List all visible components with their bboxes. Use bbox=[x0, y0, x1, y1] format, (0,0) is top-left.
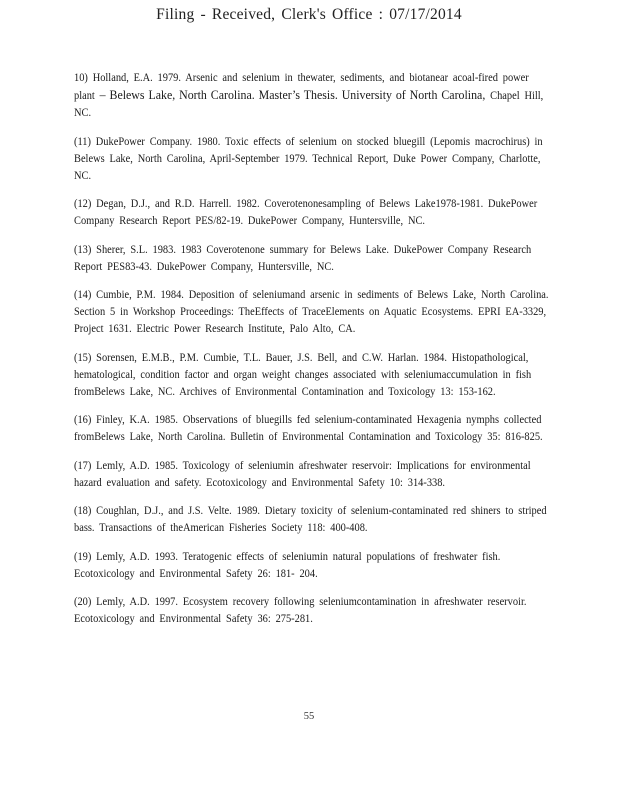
reference-18: (18) Coughlan, D.J., and J.S. Velte. 1989. Dietary toxicity of selenium-contaminated red shiners to striped bass. Transactions of theAmerican Fisheries Society 118: 400-408. bbox=[74, 505, 547, 534]
reference-19: (19) Lemly, A.D. 1993. Teratogenic effects of seleniumin natural populations of freshwater fish. Ecotoxicology and Environmental Safety 26: 181- 204. bbox=[74, 550, 501, 580]
reference-11: (11) DukePower Company. 1980. Toxic effects of selenium on stocked bluegill (Lepomis macrochirus) in Belews Lake, North Carolina, April-September 1979. Technical Report, Duke Power Company, Charlotte, NC. bbox=[74, 135, 543, 182]
reference-13: (13) Sherer, S.L. 1983. 1983 Coverotenone summary for Belews Lake. DukePower Company Research Report PES83-43. DukePower Company, Huntersville, NC. bbox=[74, 243, 532, 273]
reference-17: (17) Lemly, A.D. 1985. Toxicology of seleniumin afreshwater reservoir: Implications for environmental hazard evaluation and safety. Ecotoxicology and Environmental Safety 10: 314-338. bbox=[74, 459, 531, 489]
page-number: 55 bbox=[303, 711, 315, 722]
reference-15: (15) Sorensen, E.M.B., P.M. Cumbie, T.L. Bauer, J.S. Bell, and C.W. Harlan. 1984. Histopathological, hematological, condition factor and organ weight changes associated with seleniumaccumulation in fish fromBelews Lake, NC. Archives of Environmental Contamination and Toxicology 13: 153-162. bbox=[74, 351, 532, 398]
reference-20: (20) Lemly, A.D. 1997. Ecosystem recovery following seleniumcontamination in afreshwater reservoir. Ecotoxicology and Environmental Safety 36: 275-281. bbox=[74, 596, 527, 625]
filing-stamp: Filing - Received, Clerk's Office : 07/17/2014 bbox=[156, 6, 462, 23]
reference-10 bbox=[74, 70, 552, 122]
reference-list bbox=[74, 70, 552, 640]
reference-14: (14) Cumbie, P.M. 1984. Deposition of seleniumand arsenic in sediments of Belews Lake, North Carolina. Section 5 in Workshop Proceedings: TheEffects of TraceElements on Aquatic Ecosystems. EPRI EA-3329, Project 1631. Electric Power Research Institute, Palo Alto, CA. bbox=[74, 289, 549, 335]
reference-10-part-a: 10) Holland, E.A. 1979. Arsenic and selenium in thewater, sediments, and biotanear acoal-fired power plant bbox=[74, 72, 529, 102]
reference-10-part-c: Chapel Hill, NC. bbox=[74, 90, 544, 119]
reference-10-part-b: – Belews Lake, North Carolina. Master’s Thesis. University of North Carolina, bbox=[99, 88, 486, 102]
reference-16: (16) Finley, K.A. 1985. Observations of bluegills fed selenium-contaminated Hexagenia nymphs collected fromBelews Lake, North Carolina. Bulletin of Environmental Contamination and Toxicology 35: 816-825. bbox=[74, 414, 543, 443]
reference-12: (12) Degan, D.J., and R.D. Harrell. 1982. Coverotenonesampling of Belews Lake1978-1981. DukePower Company Research Report PES/82-19. DukePower Company, Huntersville, NC. bbox=[74, 198, 538, 227]
